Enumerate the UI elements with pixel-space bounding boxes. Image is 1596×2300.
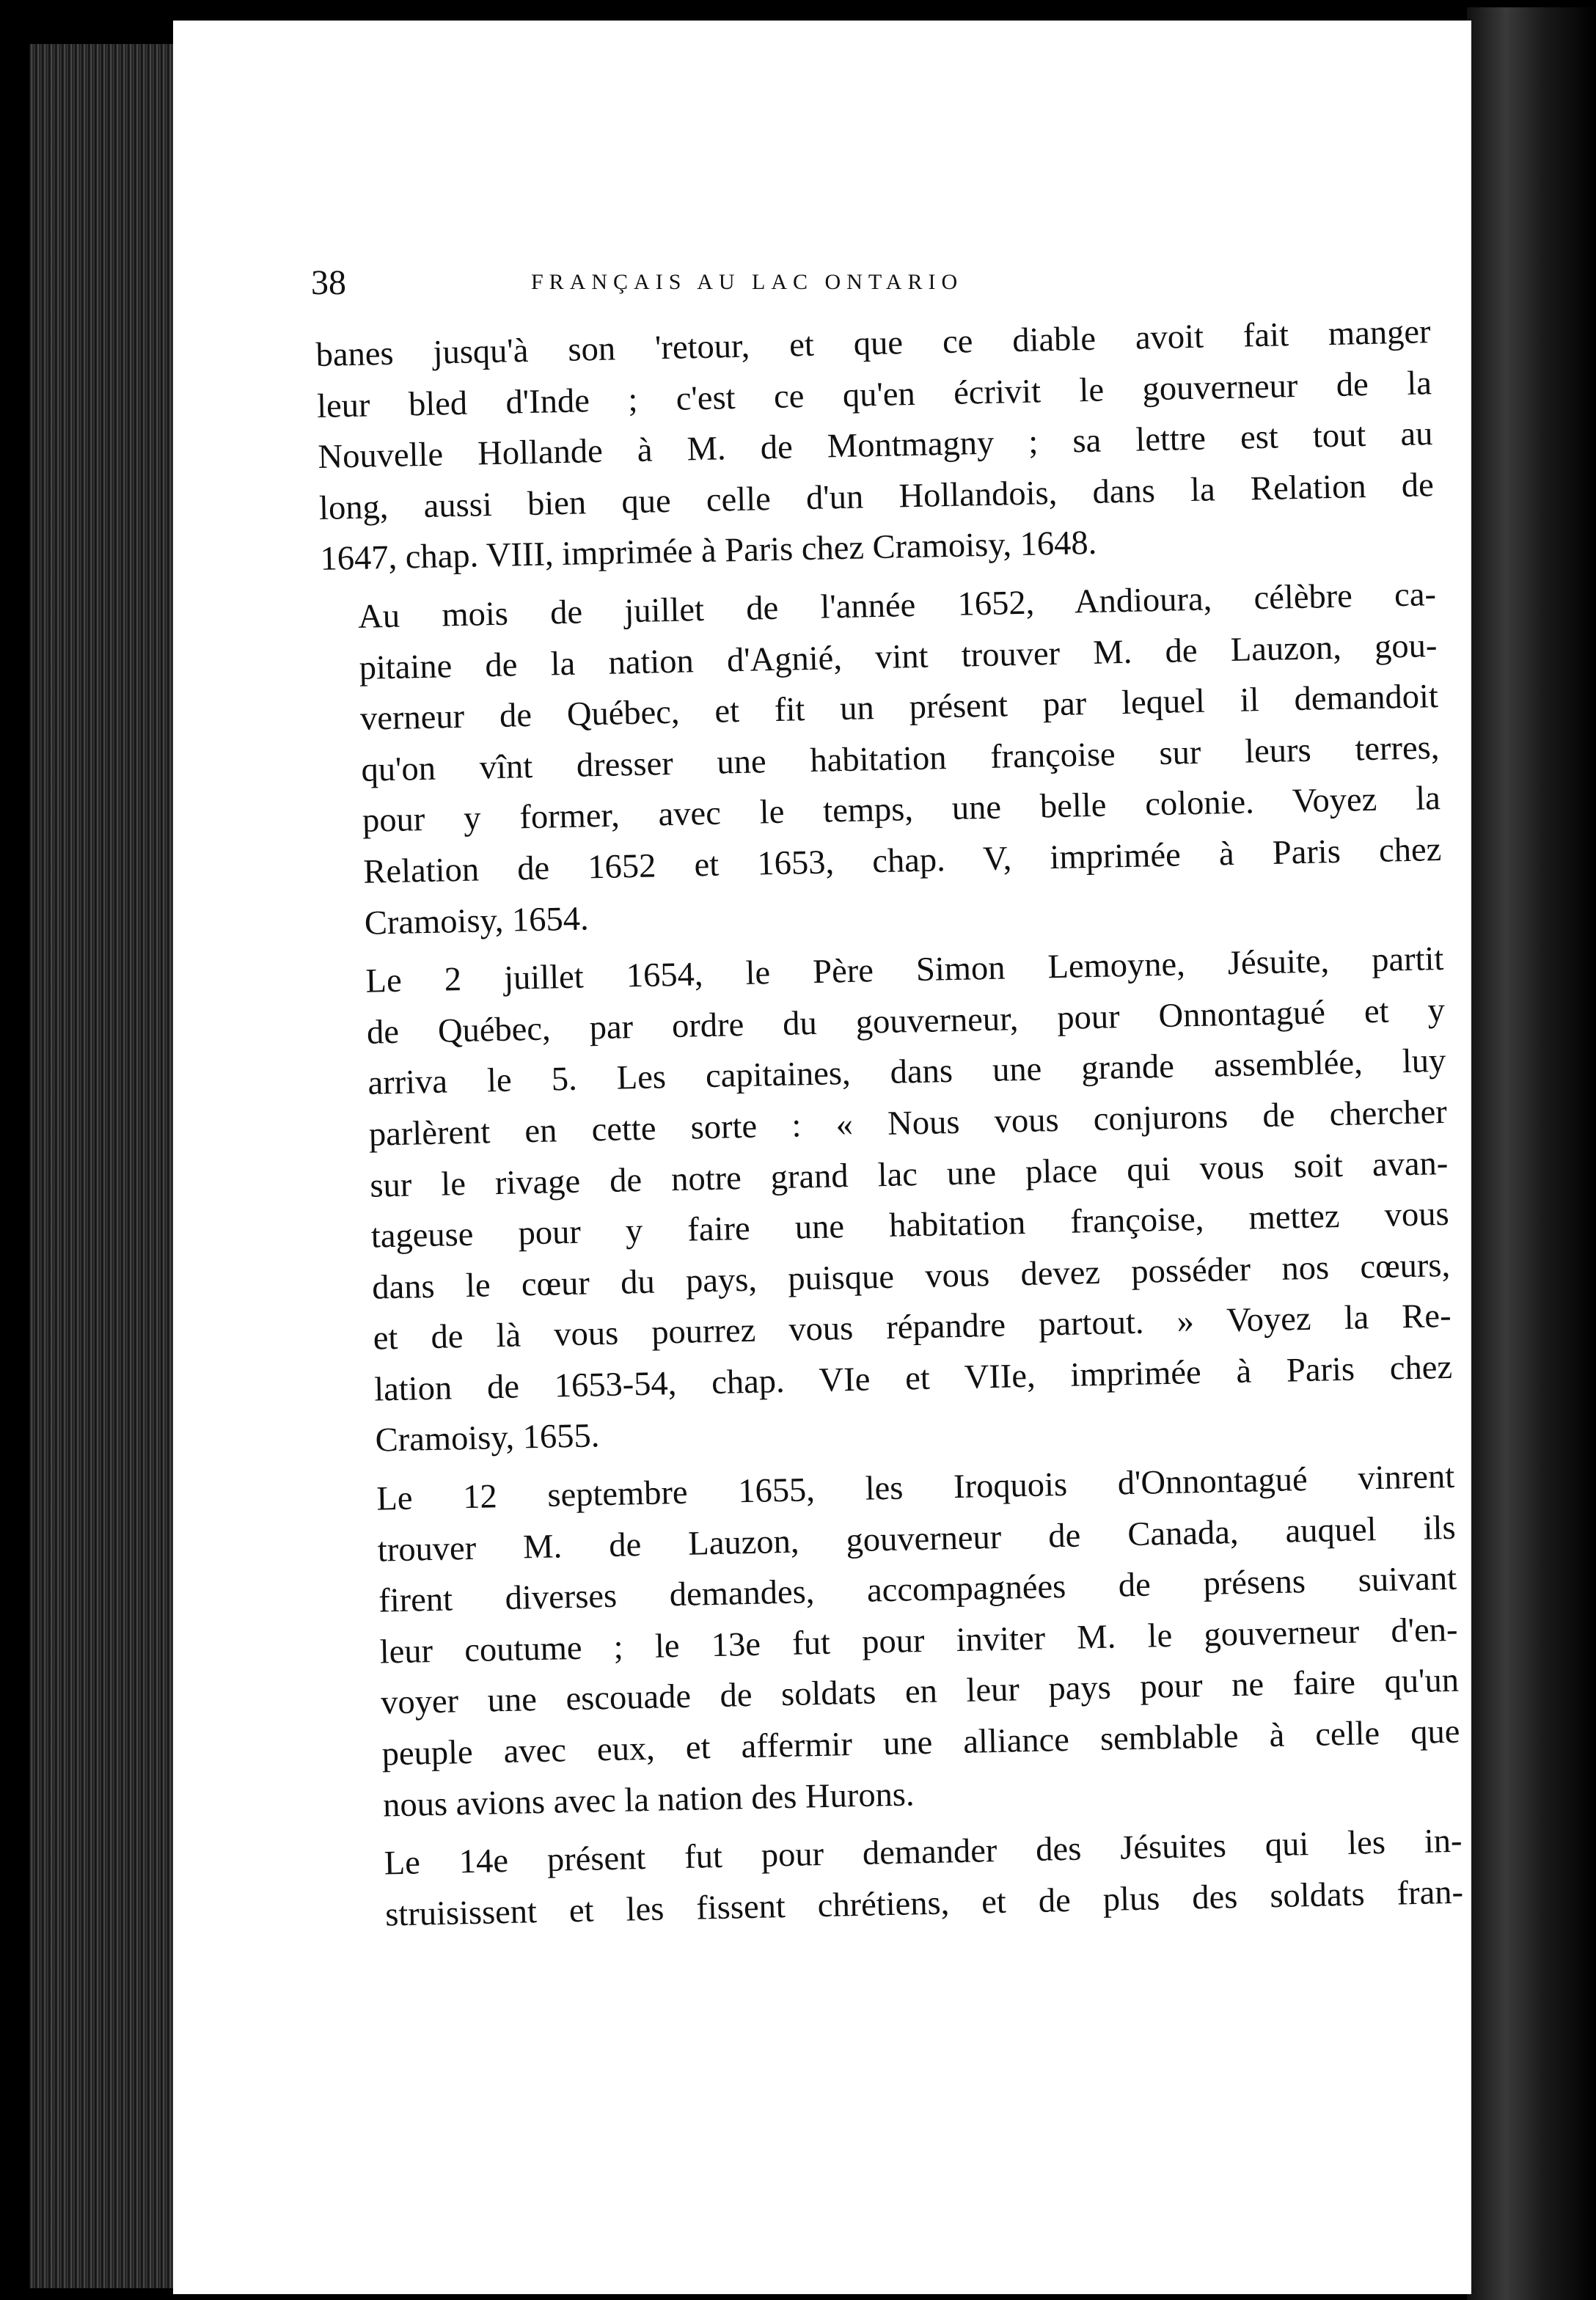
text-line: lation de 1653-54, chap. VIe et VIIe, imprimée à Paris chez [373,1348,1453,1409]
body-text [315,307,1464,1949]
text-line: leur bled d'Inde ; c'est ce qu'en écrivit le gouverneur de la [316,364,1432,425]
text-line: Au mois de juillet de l'année 1652, Andioura, célèbre ca- [357,576,1437,636]
text-line: trouver M. de Lauzon, gouverneur de Canada, auquel ils [377,1509,1457,1570]
text-line: Le 2 juillet 1654, le Père Simon Lemoyne, Jésuite, partit [365,940,1444,1000]
text-line: Relation de 1652 et 1653, chap. V, imprimée à Paris chez [362,830,1442,891]
text-line: et de là vous pourrez vous répandre partout. » Voyez la Re- [373,1297,1452,1358]
running-title: FRANÇAIS AU LAC ONTARIO [531,270,964,294]
text-line: pour y former, avec le temps, une belle colonie. Voyez la [362,780,1441,840]
text-line: pitaine de la nation d'Agnié, vint trouver M. de Lauzon, gou- [359,626,1438,687]
text-line: struisissent et les fissent chrétiens, et de plus des soldats fran- [384,1873,1464,1934]
text-line: Cramoisy, 1654. [364,899,590,942]
text-line: Nouvelle Hollande à M. de Montmagny ; sa lettre est tout au [318,415,1433,477]
text-line: banes jusqu'à son 'retour, et que ce diable avoit fait manger [315,313,1431,374]
text-line: peuple avec eux, et affermir une alliance semblable à celle que [381,1713,1460,1773]
text-line: sur le rivage de notre grand lac une place qui vous soit avan- [369,1144,1449,1205]
book-page-edges [29,44,176,2288]
text-line: nous avions avec la nation des Hurons. [382,1775,915,1825]
book-binding-edge [1467,7,1596,2300]
text-line: firent diverses demandes, accompagnées de présens suivant [378,1560,1457,1620]
text-line: de Québec, par ordre du gouverneur, pour Onnontagué et y [366,991,1446,1052]
paragraph-1 [315,307,1435,585]
text-line: qu'on vînt dresser une habitation françoise sur leurs terres, [361,728,1440,789]
text-line: tageuse pour y faire une habitation françoise, mettez vous [370,1195,1450,1256]
text-line: parlèrent en cette sorte : « Nous vous conjurons de chercher [368,1093,1448,1154]
page-number: 38 [311,263,346,302]
paragraph-5 [347,1816,1464,1941]
page-header [311,263,1257,314]
text-line: Le 12 septembre 1655, les Iroquois d'Onnontagué vinrent [376,1457,1455,1518]
text-line: dans le cœur du pays, puisque vous devez posséder nos cœurs, [371,1246,1451,1307]
text-line: verneur de Québec, et fit un présent par lequel il demandoit [359,678,1439,738]
paragraph-3 [329,934,1454,1468]
paragraph-2 [321,569,1443,950]
text-line: 1647, chap. VIII, imprimée à Paris chez Cramoisy, 1648. [320,524,1097,579]
text-line: arriva le 5. Les capitaines, dans une grande assemblée, luy [367,1042,1446,1103]
paragraph-4 [340,1451,1462,1832]
text-line: Cramoisy, 1655. [375,1417,600,1460]
text-line: Le 14e présent fut pour demander des Jésuites qui les in- [384,1822,1463,1883]
text-line: leur coutume ; le 13e fut pour inviter M. le gouverneur d'en- [379,1611,1458,1671]
text-line: long, aussi bien que celle d'un Hollandois, dans la Relation de [318,466,1435,527]
text-line: voyer une escouade de soldats en leur pays pour ne faire qu'un [380,1662,1460,1722]
